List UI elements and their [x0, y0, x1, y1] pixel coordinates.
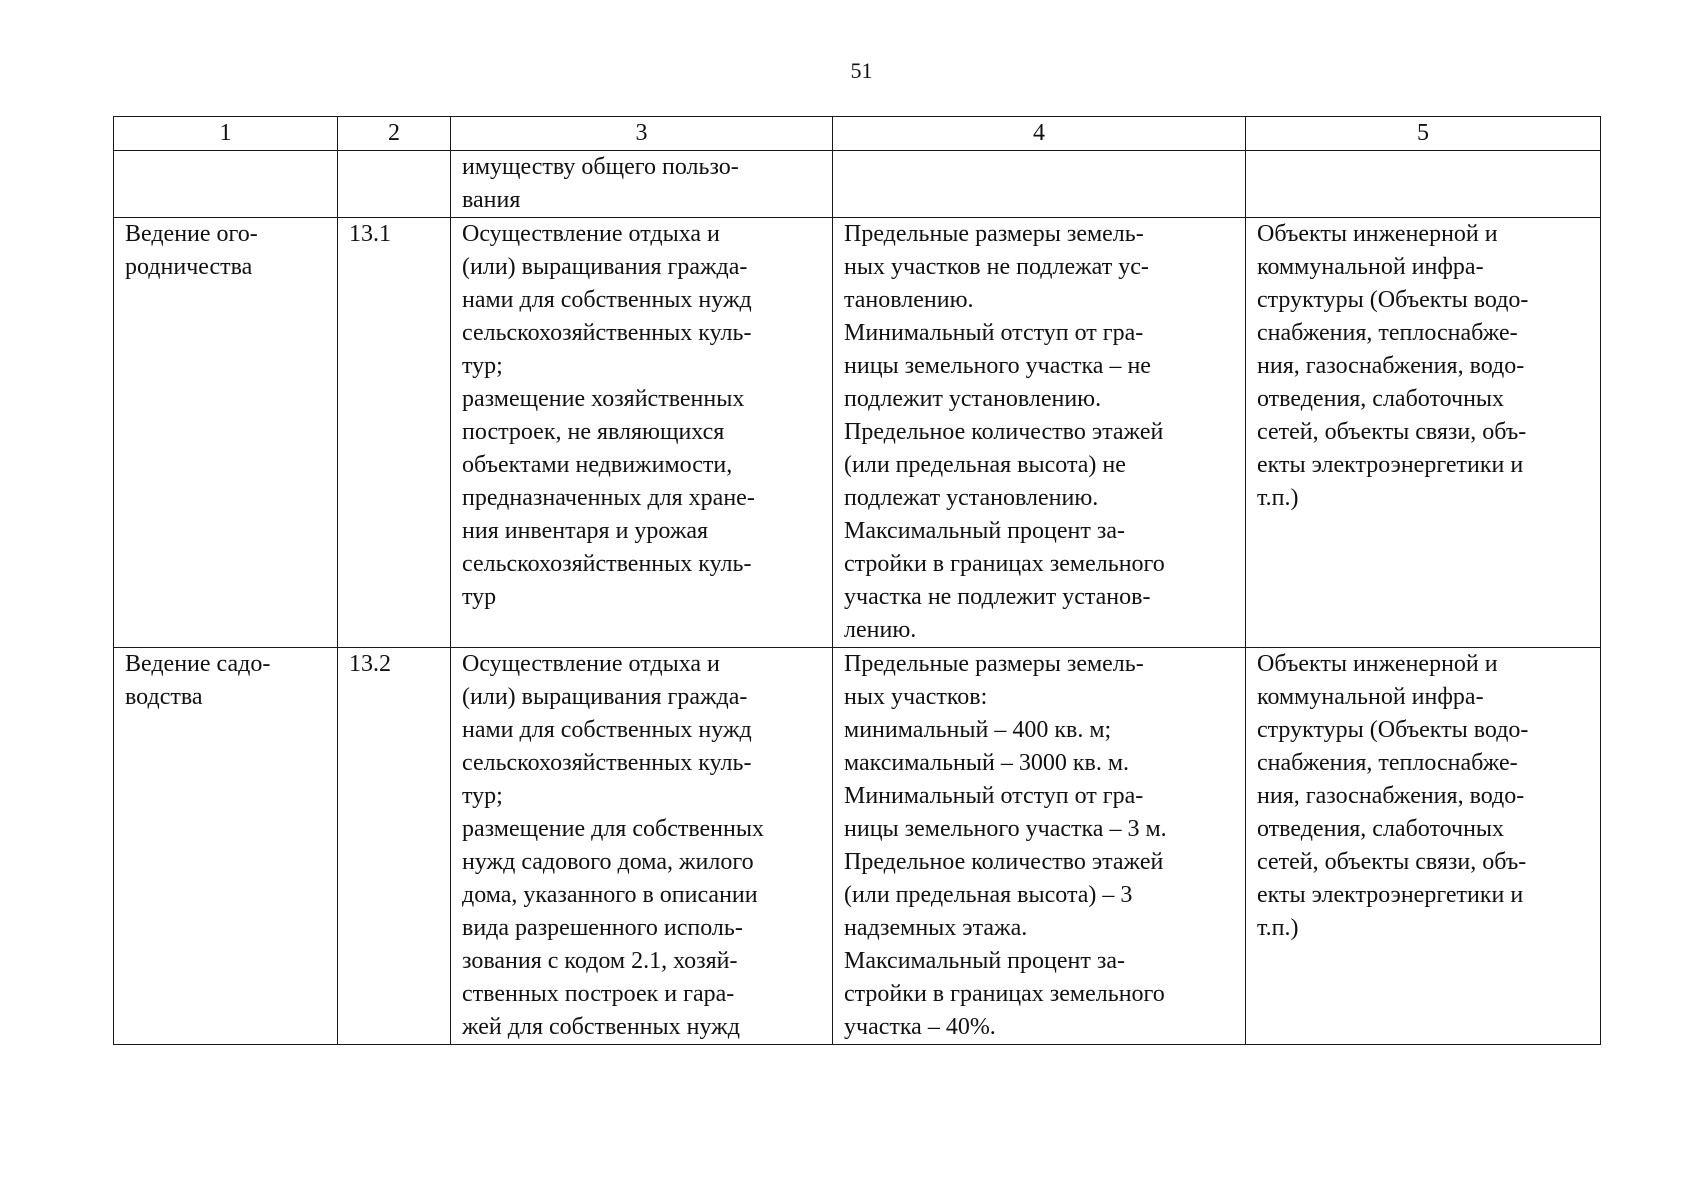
cell-use-objects: Объекты инженерной и коммунальной инфра- структуры (Объекты водо- снабжения, теплоснабже- ния, газоснабжения, водо- отведения, слаботочных сетей, объекты связи, объ- екты электроэнергетики и т.п.) [1246, 648, 1601, 1045]
cell-use-description: Осуществление отдыха и (или) выращивания гражда- нами для собственных нужд сельскохозяйственных куль- тур; размещение для собственных нужд садового дома, жилого дома, указанного в описании вида разрешенного исполь- зования с кодом 2.1, хозяй- ственных построек и гара- жей для собственных нужд [451, 648, 833, 1045]
cell-use-code: 13.1 [338, 218, 451, 648]
land-use-table [113, 116, 1601, 1045]
cell-use-objects: Объекты инженерной и коммунальной инфра- структуры (Объекты водо- снабжения, теплоснабже- ния, газоснабжения, водо- отведения, слаботочных сетей, объекты связи, объ- екты электроэнергетики и т.п.) [1246, 218, 1601, 648]
cell-use-parameters: Предельные размеры земель- ных участков не подлежат ус- тановлению. Минимальный отступ от гра- ницы земельного участка – не подлежит установлению. Предельное количество этажей (или предельная высота) не подлежат установлению. Максимальный процент за- стройки в границах земельного участка не подлежит установ- лению. [833, 218, 1246, 648]
cell-use-parameters: Предельные размеры земель- ных участков: минимальный – 400 кв. м; максимальный – 3000 кв. м. Минимальный отступ от гра- ницы земельного участка – 3 м. Предельное количество этажей (или предельная высота) – 3 надземных этажа. Максимальный процент за- стройки в границах земельного участка – 40%. [833, 648, 1246, 1045]
header-col-4: 4 [833, 117, 1246, 151]
page-number: 51 [850, 58, 873, 83]
cell-continuation-code [338, 151, 451, 218]
cell-continuation-description: имуществу общего пользо- вания [451, 151, 833, 218]
header-row [114, 117, 1601, 151]
header-col-1: 1 [114, 117, 338, 151]
cell-use-name: Ведение садо- водства [114, 648, 338, 1045]
header-col-2: 2 [338, 117, 451, 151]
cell-continuation-parameters [833, 151, 1246, 218]
cell-use-name: Ведение ого- родничества [114, 218, 338, 648]
table-row [114, 648, 1601, 1045]
cell-use-code: 13.2 [338, 648, 451, 1045]
cell-use-description: Осуществление отдыха и (или) выращивания гражда- нами для собственных нужд сельскохозяйственных куль- тур; размещение хозяйственных построек, не являющихся объектами недвижимости, предназначенных для хране- ния инвентаря и урожая сельскохозяйственных куль- тур [451, 218, 833, 648]
table-row [114, 218, 1601, 648]
header-col-5: 5 [1246, 117, 1601, 151]
header-col-3: 3 [451, 117, 833, 151]
cell-continuation-name [114, 151, 338, 218]
cell-continuation-objects [1246, 151, 1601, 218]
table-row-continuation [114, 151, 1601, 218]
